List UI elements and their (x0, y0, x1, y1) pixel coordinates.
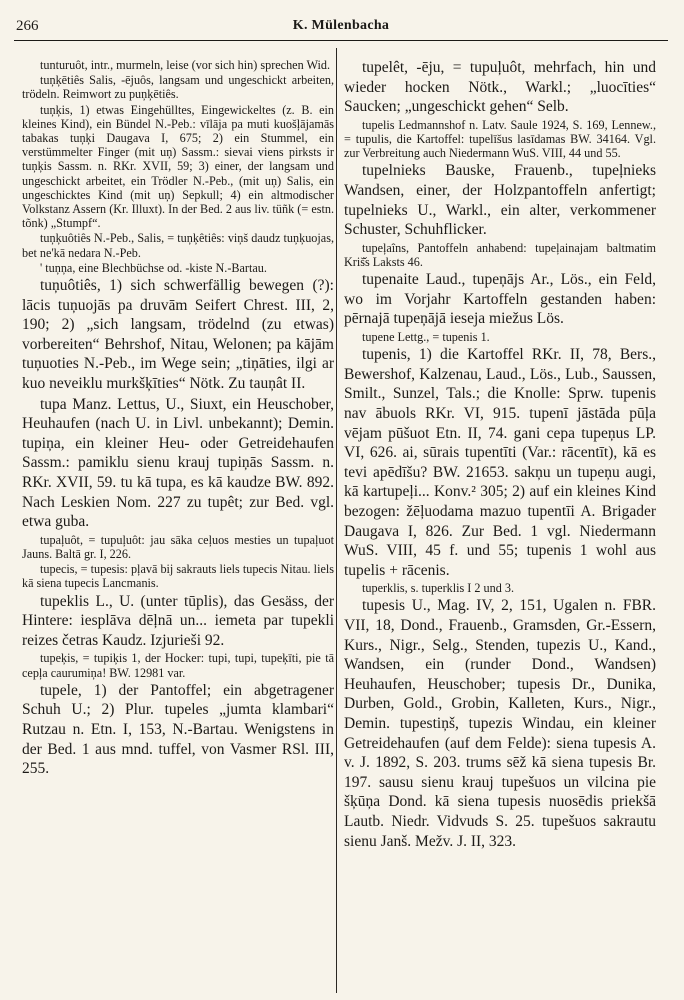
dictionary-entry (22, 592, 334, 651)
dictionary-entry (344, 345, 656, 580)
entry-text: tunturuôt, intr., murmeln, leise (vor sich hin) sprechen Wid. (40, 58, 331, 72)
entry-text: tupelis Ledmannshof n. Latv. Saule 1924, S. 169, Lennew., = tupulis, die Kartoffel: tupelīšus lasīdamas BW. 34164. Vgl. zur Verbreitung auch Niedermann WuS. VIII, 44 und 55. (344, 117, 656, 161)
dictionary-entry (22, 231, 334, 259)
entry-text: tupeļaîns, Pantoffeln anhabend: tupeļainajam baltmatim Kriš̌s Laksts 46. (344, 240, 656, 269)
entry-text: tupenis, 1) die Kartoffel RKr. II, 78, Bers., Bewershof, Kalzenau, Laud., Lös., Lub., Saussen, Smilt., Sunzel, Tals.; die Knolle: Sprw. tupenis nav ābuols RKr. VI, 915. tupenī jāstāda pūļa vējam pūšuot Etn. II, 74. gani cepa tupeņus LP. VI, 626. ai, sūrais tupentīti (Var.: rācentīt), kā es tevi apēdīšu? BW. 21653. sakņu un tupeņu augi, kā kartupeļi... Konv.² 305; 2) auf ein kleines Kind bezogen: žēļuodama mazuo tupentīi A. Brigader Daugava I, 826. Zur Bed. 1 vgl. Niedermann WuS. VIII, 45 f. und 55; tupenis 1 wohl aus tupelis + rācenis. (344, 346, 656, 579)
entry-text: tuņuôtiês, 1) sich schwerfällig bewegen (?): lācis tuņuojās pa druvām Seifert Chrest. III, 2, 190; 2) „sich langsam, trödelnd (zu etwas) vorbereiten“ Behrshof, Nitau, Welonen; pa kājām tuņuoties N.-Peb., im Wege sein; „tiņāties, ilgi ar kuo neveiklu murkšķīties“ Nötk. Zu tauņât II. (22, 277, 334, 393)
dictionary-entry (344, 161, 656, 239)
entry-text: tupeklis L., U. (unter tūplis), das Gesäss, der Hintere: iesplāva dēļnā un... iemeta par tupekli reizes četras Kaudz. Izjurieši 92. (22, 592, 334, 649)
entry-text: tupa Manz. Lettus, U., Siuxt, ein Heuschober, Heuhaufen (nach U. in Livl. unbekannt); Demin. tupiņa, ein kleiner Heu- oder Getreidehaufen Sassm.: pamiklu sienu krauj tupiņās Sassm. n. RKr. XVII, 59. tu kā tupa, es kā kaudze BW. 892. Nach Leskien Nom. 227 zu tupêt; zur Bed. vgl. etwa guba. (22, 395, 334, 531)
entry-text: tupecis, = tupesis: pļavā bij sakrauts liels tupecis Nitau. liels kā siena tupecis Lancmanis. (22, 562, 334, 591)
page-header (14, 18, 668, 40)
dictionary-entry (22, 261, 334, 275)
dictionary-entry (344, 330, 656, 344)
entry-text: tupelêt, -ēju, = tupuļuôt, mehrfach, hin und wieder hocken Nötk., Warkl.; „luocīties“ Saucken; „ungeschickt gehen“ Selb. (344, 59, 656, 116)
dictionary-entry (344, 241, 656, 269)
dictionary-entry (344, 581, 656, 595)
entry-text: tuņķis, 1) etwas Eingehülltes, Eingewickeltes (z. B. ein kleines Kind), ein Bündel N.-Peb.: vīlāja pa muti kuošļājamās tabakas tuņķi Daugava I, 675; 2) ein Stummel, ein verstümmelter Finger (mit uņ) Sassm.: sievai viens pirksts ir tuņķis Sassm. n. RKr. XVII, 59; 3) einer, der langsam und ungeschickt arbeitet, ein Trödler N.-Peb., (mit uņ) Salis, ein ungeschicktes Kind (mit uņ) Sepkull; 4) ein altmodischer Volkstanz Assern (Kr. Illuxt). In der Bed. 2 aus liv. tüñk (= estn. tõnk) „Stumpf“. (22, 102, 334, 231)
dictionary-entry (22, 562, 334, 590)
entry-text: tuņķuôtiês N.-Peb., Salis, = tuņķêtiês: viņš daudz tuņķuojas, bet ne'kā nedara N.-Peb. (22, 231, 334, 260)
dictionary-entry (22, 276, 334, 394)
dictionary-entry (22, 58, 334, 72)
dictionary-entry (22, 103, 334, 231)
entry-text: tupenaite Laud., tupeņājs Ar., Lös., ein Feld, wo im Vorjahr Kartoffeln gestanden haben: pērnajā tupeņājā ieseja miežus Lös. (344, 271, 656, 328)
right-column (344, 58, 656, 993)
entry-text: tuņķētiês Salis, -ējuôs, langsam und ungeschickt arbeiten, trödeln. Reimwort zu puņķētiês. (22, 73, 334, 102)
entry-text: tupeķis, = tupiķis 1, der Hocker: tupi, tupi, tupeķīti, pie tā cepļa caurumiņa! BW. 12981 var. (22, 651, 334, 680)
dictionary-entry (22, 73, 334, 101)
dictionary-entry (344, 596, 656, 851)
dictionary-entry (22, 651, 334, 679)
entry-text: tupaļuôt, = tupuļuôt: jau sāka ceļuos mesties un tupaļuot Jauns. Baltā gr. I, 226. (22, 532, 334, 561)
left-column (22, 58, 334, 993)
dictionary-entry (344, 58, 656, 117)
running-title: K. Mülenbacha (292, 18, 390, 33)
entry-text: tupele, 1) der Pantoffel; ein abgetragener Schuh U.; 2) Plur. tupeles „jumta klambari“ Rutzau n. Etn. I, 153, N.-Bartau. Wenigstens in der Bed. 1 aus mnd. tuffel, von Vasmer RSl. III, 255. (22, 681, 334, 778)
entry-text: tupene Lettg., = tupenis 1. (362, 329, 490, 344)
entry-text: tupesis U., Mag. IV, 2, 151, Ugalen n. FBR. VII, 18, Dond., Frauenb., Gramsden, Gr.-Essern, Kurs., Nigr., Selg., Stenden, tupezis U., Kand., Wandsen, ein (runder Dond., Wandsen) Heuhaufen, Heuschober; tupesis Dr., Dunika, Durben, Gold., Grobin, Kalleten, Kurs., Nigr., Demin. tupestiņš, tupezis Windau, ein kleiner Getreidehaufen (auf dem Felde): siena tupesis A. v. J. 1892, S. 203. trums sēž kā siena tupesis Br. 197. sausu sienu krauj tupešuos un vilcina pie šķūņa Dond. kā siena tupesis nuosēdis priekšā Lautb. Niedr. Vidvuds S. 25. tupešuos sakrautu sienu Janš. Mežv. J. II, 323. (344, 597, 656, 850)
dictionary-entry (22, 681, 334, 779)
entry-text: tuperklis, s. tuperklis I 2 und 3. (362, 581, 514, 596)
entry-text: ' tuņņa, eine Blechbüchse od. -kiste N.-Bartau. (40, 260, 267, 275)
dictionary-entry (344, 270, 656, 329)
column-divider (336, 48, 337, 993)
page-number: 266 (16, 18, 39, 34)
dictionary-entry (22, 395, 334, 532)
dictionary-entry (22, 533, 334, 561)
entry-text: tupelnieks Bauske, Frauenb., tupeļnieks Wandsen, einer, der Holzpantoffeln anfertigt; tupelnieks U., Warkl., ein alter, verkommener Schuster, Schuhflicker. (344, 162, 656, 239)
header-rule (14, 40, 668, 41)
dictionary-entry (344, 118, 656, 161)
